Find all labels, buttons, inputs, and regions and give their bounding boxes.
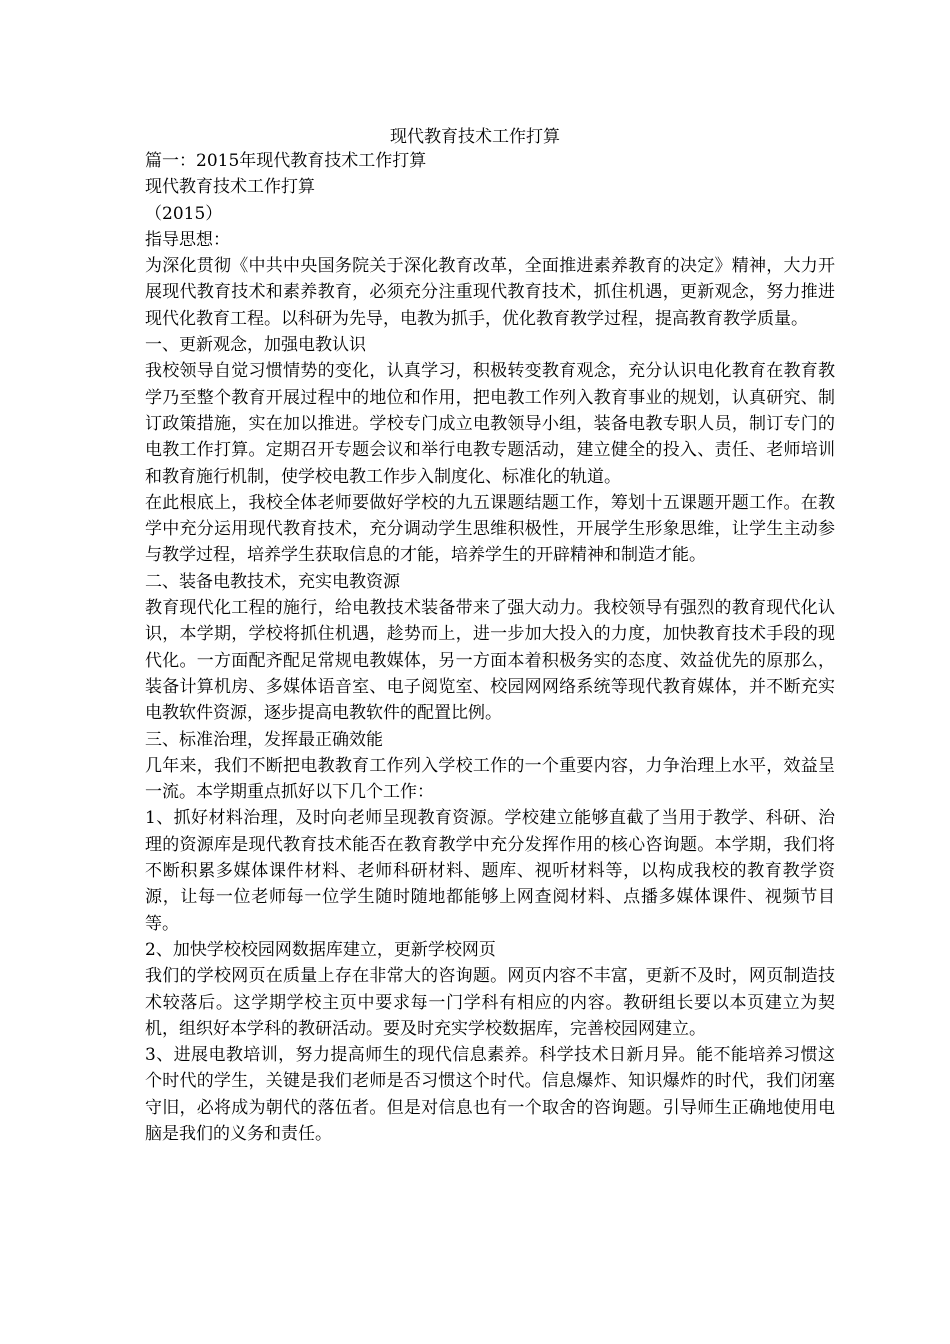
- body-paragraph: 教育现代化工程的施行，给电教技术装备带来了强大动力。我校领导有强烈的教育现代化认识，本学期，学校将抓住机遇，趁势而上，进一步加大投入的力度，加快教育技术手段的现代化。一方面配齐配足常规电教媒体，另一方面本着积极务实的态度、效益优先的原那么，装备计算机房、多媒体语音室、电子阅览室、校园网网络系统等现代教育媒体，并不断充实电教软件资源，逐步提高电教软件的配置比例。: [145, 598, 835, 724]
- list-item: 3、进展电教培训，努力提高师生的现代信息素养。科学技术日新月异。能不能培养习惯这个时代的学生，关键是我们老师是否习惯这个时代。信息爆炸、知识爆炸的时代，我们闭塞守旧，必将成为朝代的落伍者。但是对信息也有一个取舍的咨询题。引导师生正确地使用电脑是我们的义务和责任。: [145, 1045, 835, 1144]
- body-paragraph: 我们的学校网页在质量上存在非常大的咨询题。网页内容不丰富，更新不及时，网页制造技术较落后。这学期学校主页中要求每一门学科有相应的内容。教研组长要以本页建立为契机，组织好本学科的教研活动。要及时充实学校数据库，完善校园网建立。: [145, 966, 835, 1039]
- section-heading: 一、更新观念，加强电教认识: [145, 335, 366, 356]
- list-item: 2、加快学校校园网数据库建立，更新学校网页: [145, 939, 496, 960]
- body-paragraph: 为深化贯彻《中共中央国务院关于深化教育改革，全面推进素养教育的决定》精神，大力开展现代教育技术和素养教育，必须充分注重现代教育技术，抓住机遇，更新观念，努力推进现代化教育工程。以科研为先导，电教为抓手，优化教育教学过程，提高教育教学质量。: [145, 256, 835, 329]
- section-heading: 二、装备电教技术，充实电教资源: [145, 571, 400, 592]
- document-body: [145, 148, 835, 1147]
- document-title: 现代教育技术工作打算: [390, 127, 560, 147]
- body-paragraph: 几年来，我们不断把电教教育工作列入学校工作的一个重要内容，力争治理上水平，效益呈一流。本学期重点抓好以下几个工作：: [145, 755, 835, 803]
- body-paragraph: 在此根底上，我校全体老师要做好学校的九五课题结题工作，筹划十五课题开题工作。在教学中充分运用现代教育技术，充分调动学生思维积极性，开展学生形象思维，让学生主动参与教学过程，培养学生获取信息的才能，培养学生的开辟精神和制造才能。: [145, 492, 835, 566]
- section-heading: 指导思想：: [145, 229, 230, 250]
- section-heading: 篇一：2015年现代教育技术工作打算: [145, 151, 427, 171]
- section-heading: 三、标准治理，发挥最正确效能: [145, 729, 383, 750]
- subtitle: 现代教育技术工作打算: [145, 177, 315, 198]
- list-item: 1、抓好材料治理，及时向老师呈现教育资源。学校建立能够直截了当用于教学、科研、治理的资源库是现代教育技术能否在教育教学中充分发挥作用的核心咨询题。本学期，我们将不断积累多媒体课件材料、老师科研材料、题库、视听材料等，以构成我校的教育教学资源，让每一位老师每一位学生随时随地都能够上网查阅材料、点播多媒体课件、视频节目等。: [145, 808, 835, 934]
- year-label: （2015）: [145, 203, 223, 224]
- body-paragraph: 我校领导自觉习惯情势的变化，认真学习，积极转变教育观念，充分认识电化教育在教育教学乃至整个教育开展过程中的地位和作用，把电教工作列入教育事业的规划，认真研究、制订政策措施，实在加以推进。学校专门成立电教领导小组，装备电教专职人员，制订专门的电教工作打算。定期召开专题会议和举行电教专题活动，建立健全的投入、责任、老师培训和教育施行机制，使学校电教工作步入制度化、标准化的轨道。: [145, 361, 835, 487]
